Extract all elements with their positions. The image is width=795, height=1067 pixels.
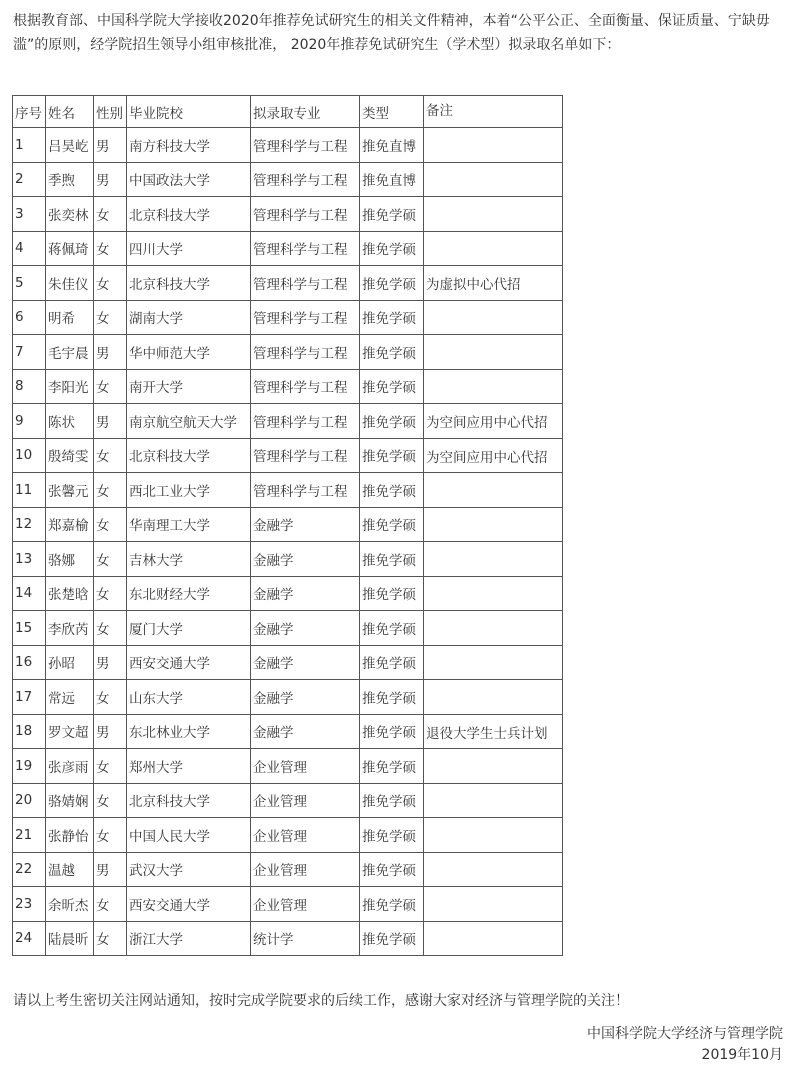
table-row — [13, 335, 563, 370]
cell-col-type: 推免学硕 — [360, 507, 424, 542]
cell-col-major: 金融学 — [251, 645, 360, 680]
table-row — [13, 783, 563, 818]
table-row — [13, 680, 563, 715]
cell-col-index: 13 — [13, 542, 46, 577]
table-row — [13, 852, 563, 887]
table-header-row — [13, 96, 563, 128]
cell-col-index: 23 — [13, 887, 46, 922]
cell-col-index: 14 — [13, 576, 46, 611]
cell-col-gender: 男 — [94, 335, 127, 370]
cell-col-name: 蒋佩琦 — [46, 231, 94, 266]
cell-col-index: 12 — [13, 507, 46, 542]
table-row — [13, 197, 563, 232]
cell-col-name: 张彦雨 — [46, 749, 94, 784]
cell-col-gender: 女 — [94, 266, 127, 301]
cell-col-index: 20 — [13, 783, 46, 818]
cell-col-major: 金融学 — [251, 680, 360, 715]
cell-col-note — [424, 369, 563, 404]
cell-col-gender: 男 — [94, 852, 127, 887]
table-row — [13, 645, 563, 680]
cell-col-gender: 女 — [94, 300, 127, 335]
cell-col-index: 6 — [13, 300, 46, 335]
cell-col-school: 北京科技大学 — [127, 783, 251, 818]
cell-col-type: 推免学硕 — [360, 197, 424, 232]
cell-col-type: 推免学硕 — [360, 369, 424, 404]
cell-col-school: 中国人民大学 — [127, 818, 251, 853]
cell-col-note: 为空间应用中心代招 — [424, 404, 563, 439]
cell-col-index: 22 — [13, 852, 46, 887]
cell-col-gender: 女 — [94, 749, 127, 784]
cell-col-index: 18 — [13, 714, 46, 749]
cell-col-gender: 男 — [94, 162, 127, 197]
cell-col-major: 企业管理 — [251, 887, 360, 922]
cell-col-index: 10 — [13, 438, 46, 473]
cell-col-gender: 女 — [94, 921, 127, 956]
admission-list-table — [12, 95, 563, 956]
cell-col-type: 推免学硕 — [360, 438, 424, 473]
cell-col-name: 张楚晗 — [46, 576, 94, 611]
cell-col-major: 企业管理 — [251, 749, 360, 784]
cell-col-gender: 男 — [94, 645, 127, 680]
cell-col-name: 骆婧娴 — [46, 783, 94, 818]
cell-col-school: 华南理工大学 — [127, 507, 251, 542]
cell-col-note — [424, 231, 563, 266]
cell-col-school: 北京科技大学 — [127, 438, 251, 473]
cell-col-name: 张静怡 — [46, 818, 94, 853]
cell-col-major: 企业管理 — [251, 818, 360, 853]
cell-col-major: 统计学 — [251, 921, 360, 956]
cell-col-gender: 男 — [94, 404, 127, 439]
cell-col-index: 21 — [13, 818, 46, 853]
cell-col-type: 推免学硕 — [360, 921, 424, 956]
cell-col-school: 湖南大学 — [127, 300, 251, 335]
signature-org: 中国科学院大学经济与管理学院 — [587, 1026, 783, 1042]
cell-col-type: 推免学硕 — [360, 404, 424, 439]
cell-col-major: 金融学 — [251, 611, 360, 646]
cell-col-index: 3 — [13, 197, 46, 232]
table-row — [13, 818, 563, 853]
table-row — [13, 266, 563, 301]
cell-col-major: 管理科学与工程 — [251, 335, 360, 370]
cell-col-note — [424, 128, 563, 163]
cell-col-note — [424, 335, 563, 370]
cell-col-note: 退役大学生士兵计划 — [424, 714, 563, 749]
cell-col-note — [424, 645, 563, 680]
cell-col-name: 张馨元 — [46, 473, 94, 508]
cell-col-index: 24 — [13, 921, 46, 956]
cell-col-major: 管理科学与工程 — [251, 473, 360, 508]
cell-col-gender: 女 — [94, 680, 127, 715]
cell-col-major: 金融学 — [251, 507, 360, 542]
cell-col-major: 管理科学与工程 — [251, 438, 360, 473]
cell-col-school: 北京科技大学 — [127, 197, 251, 232]
table-row — [13, 576, 563, 611]
intro-paragraph: 根据教育部、中国科学院大学接收2020年推荐免试研究生的相关文件精神，本着“公平公正、全面衡量、保证质量、宁缺毋滥”的原则，经学院招生领导小组审核批准， 2020年推荐免试研究生（学术型）拟录取名单如下： — [13, 13, 770, 53]
cell-col-gender: 男 — [94, 714, 127, 749]
cell-col-name: 吕昊屹 — [46, 128, 94, 163]
cell-col-gender: 男 — [94, 128, 127, 163]
table-row — [13, 887, 563, 922]
cell-col-gender: 女 — [94, 818, 127, 853]
cell-col-name: 常远 — [46, 680, 94, 715]
cell-col-name: 殷绮雯 — [46, 438, 94, 473]
cell-col-major: 管理科学与工程 — [251, 266, 360, 301]
cell-col-school: 郑州大学 — [127, 749, 251, 784]
cell-col-major: 金融学 — [251, 576, 360, 611]
cell-col-note — [424, 680, 563, 715]
cell-col-school: 西安交通大学 — [127, 887, 251, 922]
cell-col-school: 西北工业大学 — [127, 473, 251, 508]
cell-col-major: 企业管理 — [251, 852, 360, 887]
cell-col-note — [424, 611, 563, 646]
cell-col-type: 推免学硕 — [360, 749, 424, 784]
table-row — [13, 404, 563, 439]
cell-col-index: 9 — [13, 404, 46, 439]
table-row — [13, 714, 563, 749]
table-row — [13, 162, 563, 197]
cell-col-major: 企业管理 — [251, 783, 360, 818]
cell-col-gender: 女 — [94, 611, 127, 646]
table-row — [13, 473, 563, 508]
cell-col-school: 西安交通大学 — [127, 645, 251, 680]
cell-col-note — [424, 887, 563, 922]
table-row — [13, 611, 563, 646]
cell-col-gender: 女 — [94, 231, 127, 266]
cell-col-index: 19 — [13, 749, 46, 784]
cell-col-major: 金融学 — [251, 542, 360, 577]
table-row — [13, 542, 563, 577]
cell-col-type: 推免学硕 — [360, 335, 424, 370]
cell-col-major: 管理科学与工程 — [251, 231, 360, 266]
cell-col-type: 推免学硕 — [360, 714, 424, 749]
cell-col-school: 四川大学 — [127, 231, 251, 266]
cell-col-gender: 女 — [94, 542, 127, 577]
cell-col-name: 陈状 — [46, 404, 94, 439]
cell-col-school: 华中师范大学 — [127, 335, 251, 370]
table-row — [13, 438, 563, 473]
cell-col-name: 毛宇晨 — [46, 335, 94, 370]
cell-col-type: 推免学硕 — [360, 611, 424, 646]
cell-col-type: 推免学硕 — [360, 818, 424, 853]
cell-col-gender: 女 — [94, 576, 127, 611]
cell-col-index: 17 — [13, 680, 46, 715]
signature-date: 2019年10月 — [701, 1047, 783, 1063]
cell-col-gender: 女 — [94, 887, 127, 922]
table-row — [13, 507, 563, 542]
cell-col-school: 东北财经大学 — [127, 576, 251, 611]
table-row — [13, 921, 563, 956]
cell-col-index: 2 — [13, 162, 46, 197]
cell-col-name: 郑嘉榆 — [46, 507, 94, 542]
cell-col-major: 管理科学与工程 — [251, 369, 360, 404]
cell-col-major: 管理科学与工程 — [251, 162, 360, 197]
cell-col-note — [424, 197, 563, 232]
cell-col-major: 管理科学与工程 — [251, 128, 360, 163]
cell-col-name: 孙昭 — [46, 645, 94, 680]
cell-col-index: 4 — [13, 231, 46, 266]
cell-col-type: 推免学硕 — [360, 266, 424, 301]
cell-col-index: 5 — [13, 266, 46, 301]
table-row — [13, 128, 563, 163]
cell-col-name: 罗文超 — [46, 714, 94, 749]
cell-col-note — [424, 576, 563, 611]
cell-col-school: 中国政法大学 — [127, 162, 251, 197]
cell-col-school: 南方科技大学 — [127, 128, 251, 163]
cell-col-type: 推免学硕 — [360, 783, 424, 818]
cell-col-index: 1 — [13, 128, 46, 163]
cell-col-gender: 女 — [94, 473, 127, 508]
cell-col-type: 推免学硕 — [360, 231, 424, 266]
cell-col-school: 浙江大学 — [127, 921, 251, 956]
cell-col-note — [424, 473, 563, 508]
cell-col-school: 东北林业大学 — [127, 714, 251, 749]
cell-col-name: 明希 — [46, 300, 94, 335]
cell-col-index: 8 — [13, 369, 46, 404]
cell-col-type: 推免学硕 — [360, 473, 424, 508]
cell-col-gender: 女 — [94, 369, 127, 404]
cell-col-note: 为虚拟中心代招 — [424, 266, 563, 301]
cell-col-type: 推免学硕 — [360, 887, 424, 922]
cell-col-note — [424, 783, 563, 818]
header-col-school: 毕业院校 — [127, 96, 251, 128]
cell-col-note — [424, 749, 563, 784]
cell-col-school: 南京航空航天大学 — [127, 404, 251, 439]
cell-col-name: 李欣芮 — [46, 611, 94, 646]
header-col-type: 类型 — [360, 96, 424, 128]
cell-col-major: 管理科学与工程 — [251, 404, 360, 439]
signature-block — [587, 1024, 783, 1066]
cell-col-name: 季煦 — [46, 162, 94, 197]
cell-col-note — [424, 542, 563, 577]
cell-col-name: 温越 — [46, 852, 94, 887]
cell-col-school: 北京科技大学 — [127, 266, 251, 301]
cell-col-school: 厦门大学 — [127, 611, 251, 646]
table-row — [13, 231, 563, 266]
cell-col-type: 推免学硕 — [360, 680, 424, 715]
header-col-index: 序号 — [13, 96, 46, 128]
cell-col-name: 陆晨昕 — [46, 921, 94, 956]
table-row — [13, 300, 563, 335]
header-col-note: 备注 — [424, 96, 563, 128]
cell-col-gender: 女 — [94, 197, 127, 232]
cell-col-name: 张奕林 — [46, 197, 94, 232]
header-col-name: 姓名 — [46, 96, 94, 128]
cell-col-type: 推免学硕 — [360, 852, 424, 887]
cell-col-type: 推免学硕 — [360, 576, 424, 611]
cell-col-note — [424, 921, 563, 956]
cell-col-school: 武汉大学 — [127, 852, 251, 887]
cell-col-note — [424, 818, 563, 853]
cell-col-index: 11 — [13, 473, 46, 508]
cell-col-school: 吉林大学 — [127, 542, 251, 577]
header-col-gender: 性别 — [94, 96, 127, 128]
table-row — [13, 749, 563, 784]
cell-col-note — [424, 300, 563, 335]
cell-col-school: 南开大学 — [127, 369, 251, 404]
cell-col-type: 推免直博 — [360, 128, 424, 163]
cell-col-type: 推免学硕 — [360, 300, 424, 335]
header-col-major: 拟录取专业 — [251, 96, 360, 128]
cell-col-name: 朱佳仪 — [46, 266, 94, 301]
cell-col-major: 金融学 — [251, 714, 360, 749]
cell-col-school: 山东大学 — [127, 680, 251, 715]
cell-col-type: 推免直博 — [360, 162, 424, 197]
cell-col-gender: 女 — [94, 507, 127, 542]
cell-col-name: 骆娜 — [46, 542, 94, 577]
cell-col-gender: 女 — [94, 438, 127, 473]
table-row — [13, 369, 563, 404]
cell-col-index: 16 — [13, 645, 46, 680]
cell-col-note: 为空间应用中心代招 — [424, 438, 563, 473]
cell-col-index: 7 — [13, 335, 46, 370]
footer-note: 请以上考生密切关注网站通知，按时完成学院要求的后续工作，感谢大家对经济与管理学院的关注！ — [13, 993, 629, 1009]
cell-col-note — [424, 507, 563, 542]
cell-col-index: 15 — [13, 611, 46, 646]
cell-col-type: 推免学硕 — [360, 542, 424, 577]
cell-col-name: 李阳光 — [46, 369, 94, 404]
cell-col-note — [424, 852, 563, 887]
cell-col-note — [424, 162, 563, 197]
cell-col-major: 管理科学与工程 — [251, 197, 360, 232]
cell-col-type: 推免学硕 — [360, 645, 424, 680]
cell-col-name: 余昕杰 — [46, 887, 94, 922]
cell-col-major: 管理科学与工程 — [251, 300, 360, 335]
cell-col-gender: 女 — [94, 783, 127, 818]
